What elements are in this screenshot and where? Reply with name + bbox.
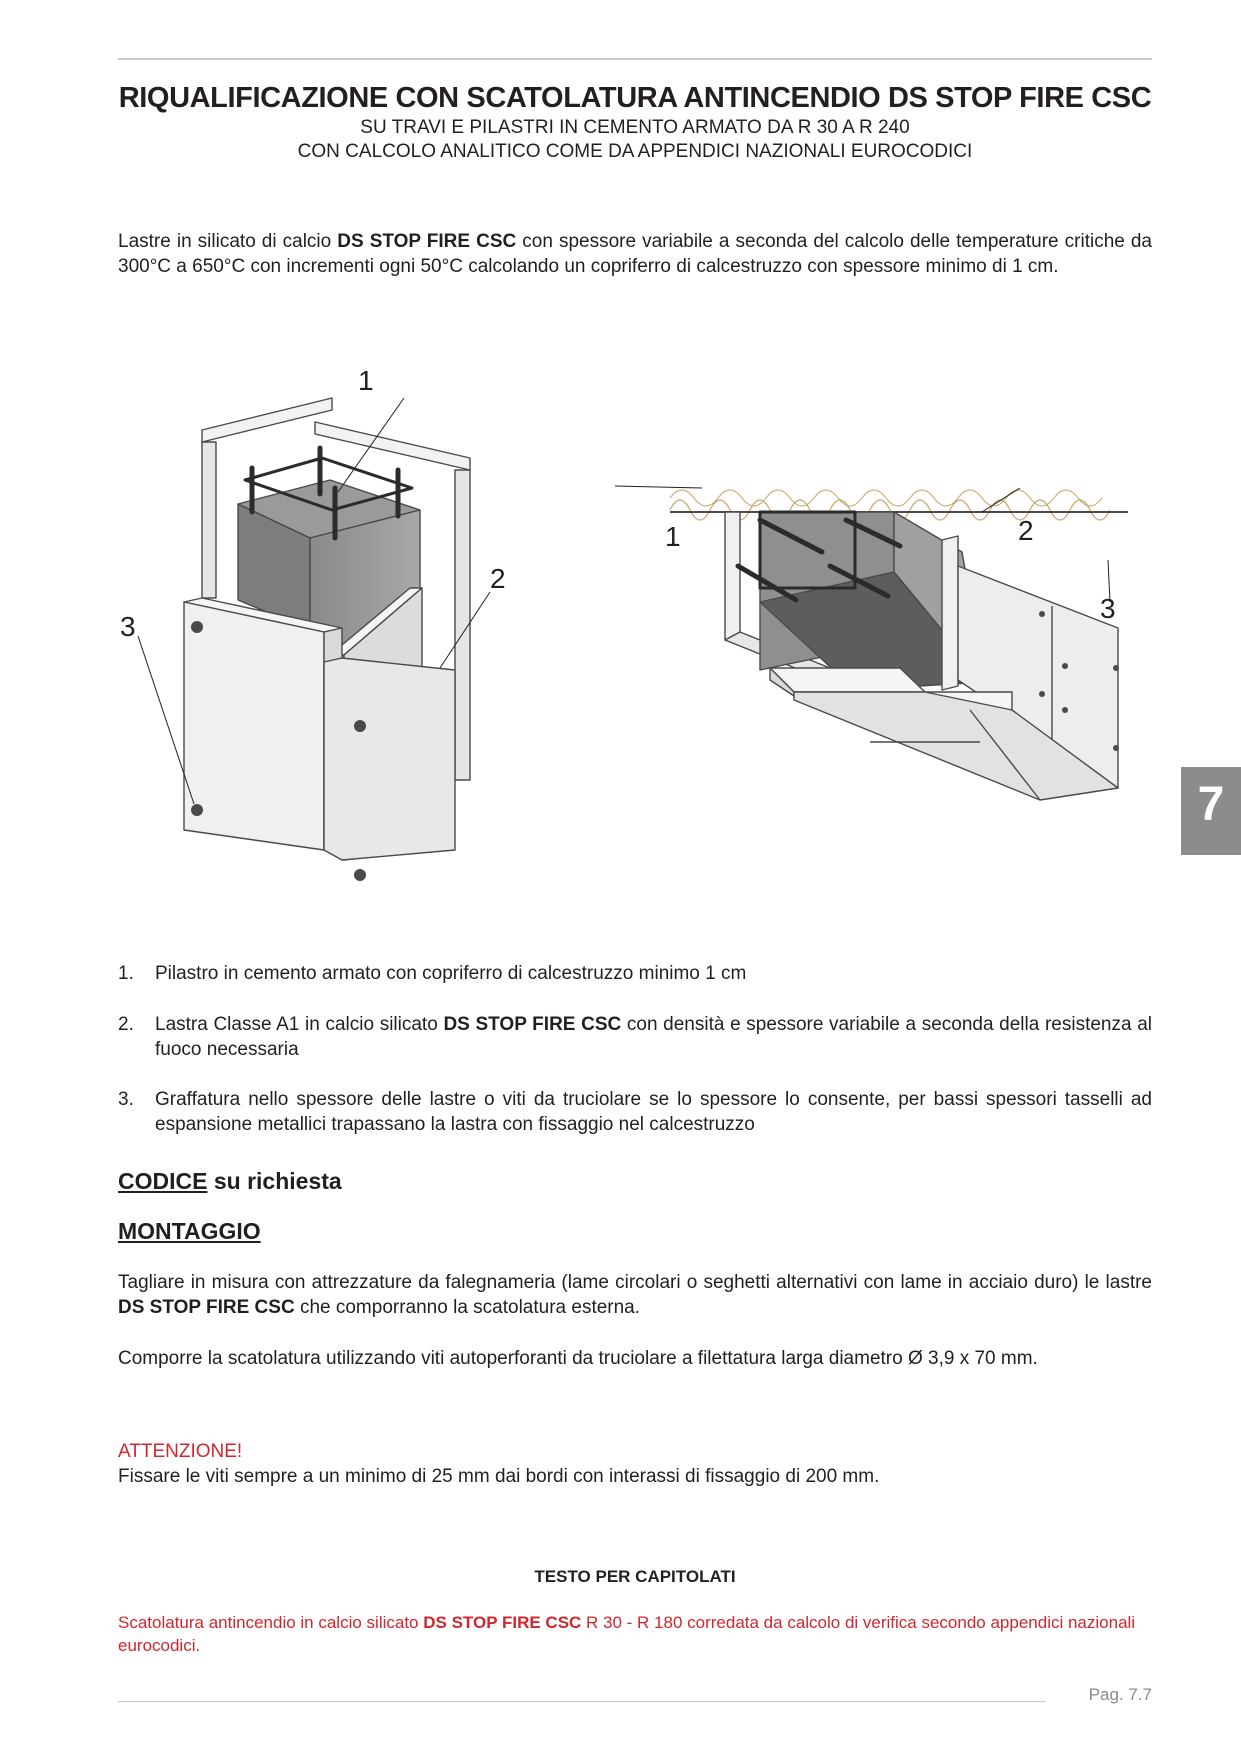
intro-product-name: DS STOP FIRE CSC: [337, 231, 517, 252]
capitolati-text: [118, 1611, 1152, 1657]
top-rule: [118, 58, 1152, 60]
pillar-label-3: 3: [120, 611, 136, 642]
page-number: Pag. 7.7: [1088, 1685, 1152, 1704]
bottom-rule: [118, 1701, 1046, 1702]
page-title: RIQUALIFICAZIONE CON SCATOLATURA ANTINCENDIO DS STOP FIRE CSC: [118, 82, 1152, 114]
technical-illustration: [110, 370, 1140, 910]
attention-text: Fissare le viti sempre a un minimo di 25 mm dai bordi con interassi di fissaggio di 200 mm.: [118, 1466, 880, 1487]
list-product-name: DS STOP FIRE CSC: [443, 1014, 622, 1035]
capitolati-text-pre: Scatolatura antincendio in calcio silicato: [118, 1613, 424, 1632]
intro-paragraph: [118, 229, 1152, 279]
codice-rest: su richiesta: [207, 1168, 342, 1194]
list-text-post: con densità e spessore variabile a seconda della resistenza al fuoco necessaria: [155, 1014, 1153, 1060]
list-text: Pilastro in cemento armato con copriferro di calcestruzzo minimo 1 cm: [155, 963, 747, 984]
attention-label: ATTENZIONE!: [118, 1441, 243, 1462]
montaggio-heading: MONTAGGIO: [118, 1218, 261, 1244]
pillar-drawing: [138, 398, 490, 881]
beam-label-2: 2: [1018, 515, 1034, 546]
montaggio-text-post: che comporranno la scatolatura esterna.: [294, 1297, 641, 1318]
beam-drawing: [615, 486, 1128, 800]
list-text-pre: Lastra Classe A1 in calcio silicato: [155, 1014, 444, 1035]
list-number: 1.: [118, 963, 134, 984]
codice-heading: [118, 1168, 342, 1195]
section-tab: [1181, 767, 1241, 855]
list-number: 2.: [118, 1014, 134, 1035]
list-number: 3.: [118, 1089, 134, 1110]
list-text: [155, 1012, 1152, 1062]
beam-label-3: 3: [1100, 593, 1116, 624]
pillar-label-1: 1: [358, 370, 374, 396]
codice-label: CODICE: [118, 1168, 208, 1194]
capitolati-title: TESTO PER CAPITOLATI: [534, 1567, 736, 1586]
page-subtitle-1: SU TRAVI E PILASTRI IN CEMENTO ARMATO DA R 30 A R 240: [360, 117, 910, 138]
capitolati-product-name: DS STOP FIRE CSC: [423, 1613, 582, 1632]
intro-text-pre: Lastre in silicato di calcio: [118, 231, 338, 252]
beam-label-1: 1: [665, 521, 681, 552]
list-text: Graffatura nello spessore delle lastre o viti da truciolare se lo spessore lo consente, per bassi spessori tasselli ad espansione metallici trapassano la lastra con fissaggio nel calcestruzzo: [155, 1089, 1152, 1135]
intro-text-post: con spessore variabile a seconda del calcolo delle temperature critiche da 300°C a 650°C con incrementi ogni 50°C calcolando un copriferro di calcestruzzo con spessore minimo di 1 cm.: [118, 231, 1152, 277]
page-subtitle-2: CON CALCOLO ANALITICO COME DA APPENDICI NAZIONALI EUROCODICI: [297, 141, 973, 162]
section-tab-number: 7: [1197, 778, 1225, 831]
montaggio-text-pre: Tagliare in misura con attrezzature da falegnameria (lame circolari o seghetti alternativi con lame in acciaio duro) le lastre: [118, 1272, 1152, 1293]
capitolati-text-post: R 30 - R 180 corredata da calcolo di verifica secondo appendici nazionali eurocodici.: [118, 1613, 1136, 1655]
montaggio-product-name: DS STOP FIRE CSC: [118, 1297, 295, 1318]
montaggio-paragraph-2: Comporre la scatolatura utilizzando viti autoperforanti da truciolare a filettatura larga diametro Ø 3,9 x 70 mm.: [118, 1348, 1038, 1369]
montaggio-paragraph-1: [118, 1270, 1152, 1320]
pillar-label-2: 2: [490, 563, 506, 594]
